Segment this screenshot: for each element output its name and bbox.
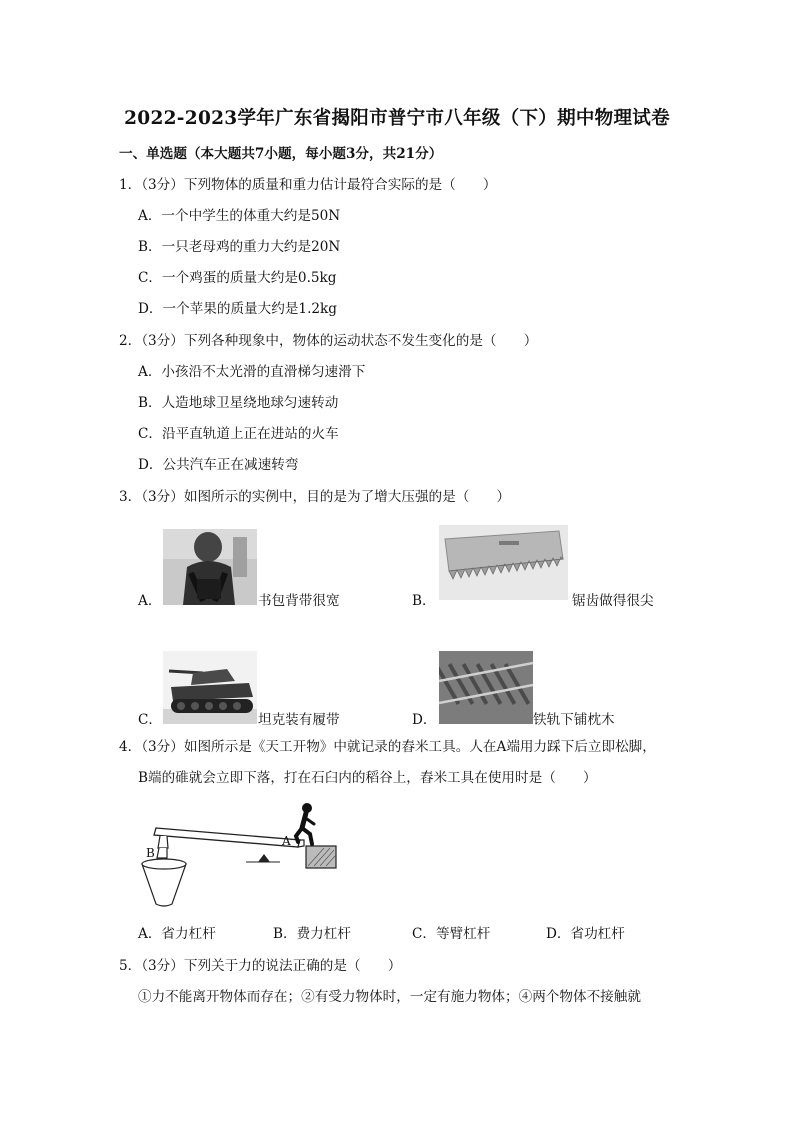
question-4-option-c: C．等臂杠杆 [412, 926, 491, 942]
question-4-option-a: A．省力杠杆 [138, 926, 216, 942]
question-3-option-c-letter: C． [138, 712, 162, 728]
backpack-photo [163, 529, 257, 605]
question-2-option-b: B．人造地球卫星绕地球匀速转动 [138, 395, 339, 411]
saw-blade-photo [439, 525, 568, 600]
railway-photo [439, 651, 533, 724]
question-3-option-a-caption: 书包背带很宽 [258, 593, 340, 609]
question-3-option-b-caption: 锯齿做得很尖 [572, 593, 654, 609]
tank-photo [163, 651, 257, 724]
question-2-stem: 2．（3分）下列各种现象中，物体的运动状态不发生变化的是（ ） [119, 333, 538, 349]
question-3-option-b-letter: B． [412, 593, 436, 609]
question-4-stem-line-1: 4．（3分）如图所示是《天工开物》中就记录的舂米工具。人在A端用力踩下后立即松脚， [119, 739, 656, 755]
question-2-option-c: C．沿平直轨道上正在进站的火车 [138, 426, 339, 442]
question-3-option-c-caption: 坦克装有履带 [258, 712, 340, 728]
question-4-option-d: D．省功杠杆 [546, 926, 625, 942]
question-1-option-d: D．一个苹果的质量大约是1.2kg [138, 301, 337, 317]
diagram-label-a: A [282, 834, 291, 848]
question-4-option-b: B．费力杠杆 [273, 926, 351, 942]
question-3-option-a-letter: A． [138, 593, 162, 609]
question-1-option-a: A．一个中学生的体重大约是50N [138, 208, 341, 224]
diagram-label-b: B [146, 846, 155, 860]
question-4-stem-line-2: B端的碓就会立即下落，打在石臼内的稻谷上，舂米工具在使用时是（ ） [138, 770, 597, 786]
question-2-option-d: D．公共汽车正在减速转弯 [138, 457, 299, 473]
question-3-option-d-caption: 铁轨下铺枕木 [533, 712, 615, 728]
question-5-stem: 5．（3分）下列关于力的说法正确的是（ ） [119, 958, 402, 974]
question-1-stem: 1．（3分）下列物体的质量和重力估计最符合实际的是（ ） [119, 177, 497, 193]
question-2-option-a: A．小孩沿不太光滑的直滑梯匀速滑下 [138, 364, 366, 380]
page-title: 2022-2023学年广东省揭阳市普宁市八年级（下）期中物理试卷 [124, 108, 670, 129]
question-1-option-b: B．一只老母鸡的重力大约是20N [138, 239, 341, 255]
question-3-option-d-letter: D． [412, 712, 437, 728]
question-5-statements: ①力不能离开物体而存在；②有受力物体时，一定有施力物体；④两个物体不接触就 [138, 989, 641, 1005]
question-3-stem: 3．（3分）如图所示的实例中，目的是为了增大压强的是（ ） [119, 489, 511, 505]
section-heading: 一、单选题（本大题共7小题，每小题3分，共21分） [119, 146, 443, 162]
rice-pounder-diagram [138, 800, 338, 910]
question-1-option-c: C．一个鸡蛋的质量大约是0.5kg [138, 270, 337, 286]
